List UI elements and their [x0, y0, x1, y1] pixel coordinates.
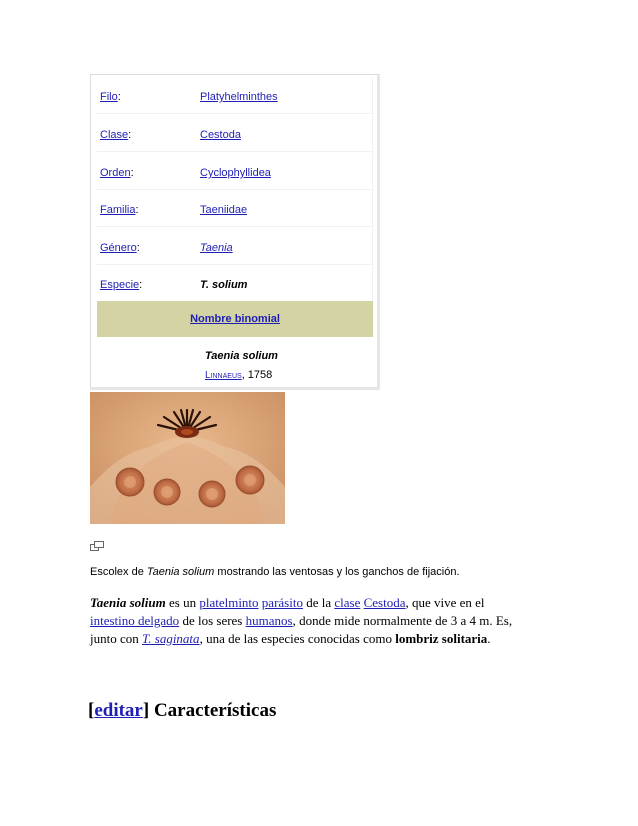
enlarge-icon[interactable]	[90, 541, 104, 551]
rank-link-filo[interactable]: Filo	[100, 91, 118, 103]
rank-link-familia[interactable]: Familia	[100, 204, 136, 216]
link-t-saginata[interactable]: T. saginata	[142, 631, 200, 646]
taxobox	[90, 74, 380, 390]
taxobox-row-genero: Género: Taenia	[97, 228, 373, 265]
binomial-header	[97, 301, 373, 337]
taxobox-row-familia: Familia: Taeniidae	[97, 190, 373, 227]
edit-section-link[interactable]: editar	[94, 700, 143, 721]
subject-name: Taenia solium	[90, 595, 166, 610]
link-parasito[interactable]: parásito	[261, 595, 303, 610]
link-humanos[interactable]: humanos	[245, 613, 293, 628]
taxon-link-platyhelminthes[interactable]: Platyhelminthes	[200, 91, 278, 103]
species-value: T. solium	[200, 279, 248, 291]
taxon-link-cyclophyllidea[interactable]: Cyclophyllidea	[200, 167, 271, 179]
rank-link-clase[interactable]: Clase	[100, 129, 129, 141]
authority-year: , 1758	[241, 369, 273, 381]
authority-link[interactable]: Linnaeus	[205, 370, 242, 381]
link-clase[interactable]: clase	[334, 595, 361, 610]
binomial-body	[97, 337, 373, 387]
scolex-image[interactable]	[90, 392, 285, 524]
binomial-name: Taenia solium	[205, 350, 278, 362]
binomial-authority	[205, 369, 272, 381]
link-cestoda[interactable]: Cestoda	[363, 595, 406, 610]
taxon-link-cestoda[interactable]: Cestoda	[200, 129, 241, 141]
taxon-link-taenia[interactable]: Taenia	[200, 242, 233, 254]
rank-link-genero[interactable]: Género	[100, 242, 137, 254]
bold-term: lombriz solitaria	[395, 631, 488, 646]
link-platelminto[interactable]: platelminto	[199, 595, 259, 610]
figure-caption: Escolex de Taenia solium mostrando las ventosas y los ganchos de fijación.	[90, 566, 460, 578]
section-title: Características	[149, 700, 277, 721]
rank-link-especie[interactable]: Especie	[100, 279, 140, 291]
taxobox-row-orden: Orden: Cyclophyllidea	[97, 153, 373, 190]
rank-link-orden[interactable]: Orden	[100, 167, 131, 179]
intro-paragraph: Taenia solium es un platelminto parásito de la clase Cestoda, que vive en el intestino delgado de los seres humanos, donde mide normalmente de 3 a 4 m. Es, junto con T. saginata, una de las especies conocidas como lombriz solitaria.	[90, 595, 513, 646]
binomial-name-link[interactable]: Nombre binomial	[190, 313, 280, 325]
taxobox-row-clase: Clase: Cestoda	[97, 115, 373, 152]
taxobox-row-filo: Filo: Platyhelminthes	[97, 77, 373, 114]
taxon-link-taeniidae[interactable]: Taeniidae	[200, 204, 248, 216]
section-heading-caracteristicas: [editar] Características	[88, 700, 277, 721]
link-intestino-delgado[interactable]: intestino delgado	[90, 613, 180, 628]
taxobox-row-especie: Especie: T. solium	[97, 265, 373, 302]
